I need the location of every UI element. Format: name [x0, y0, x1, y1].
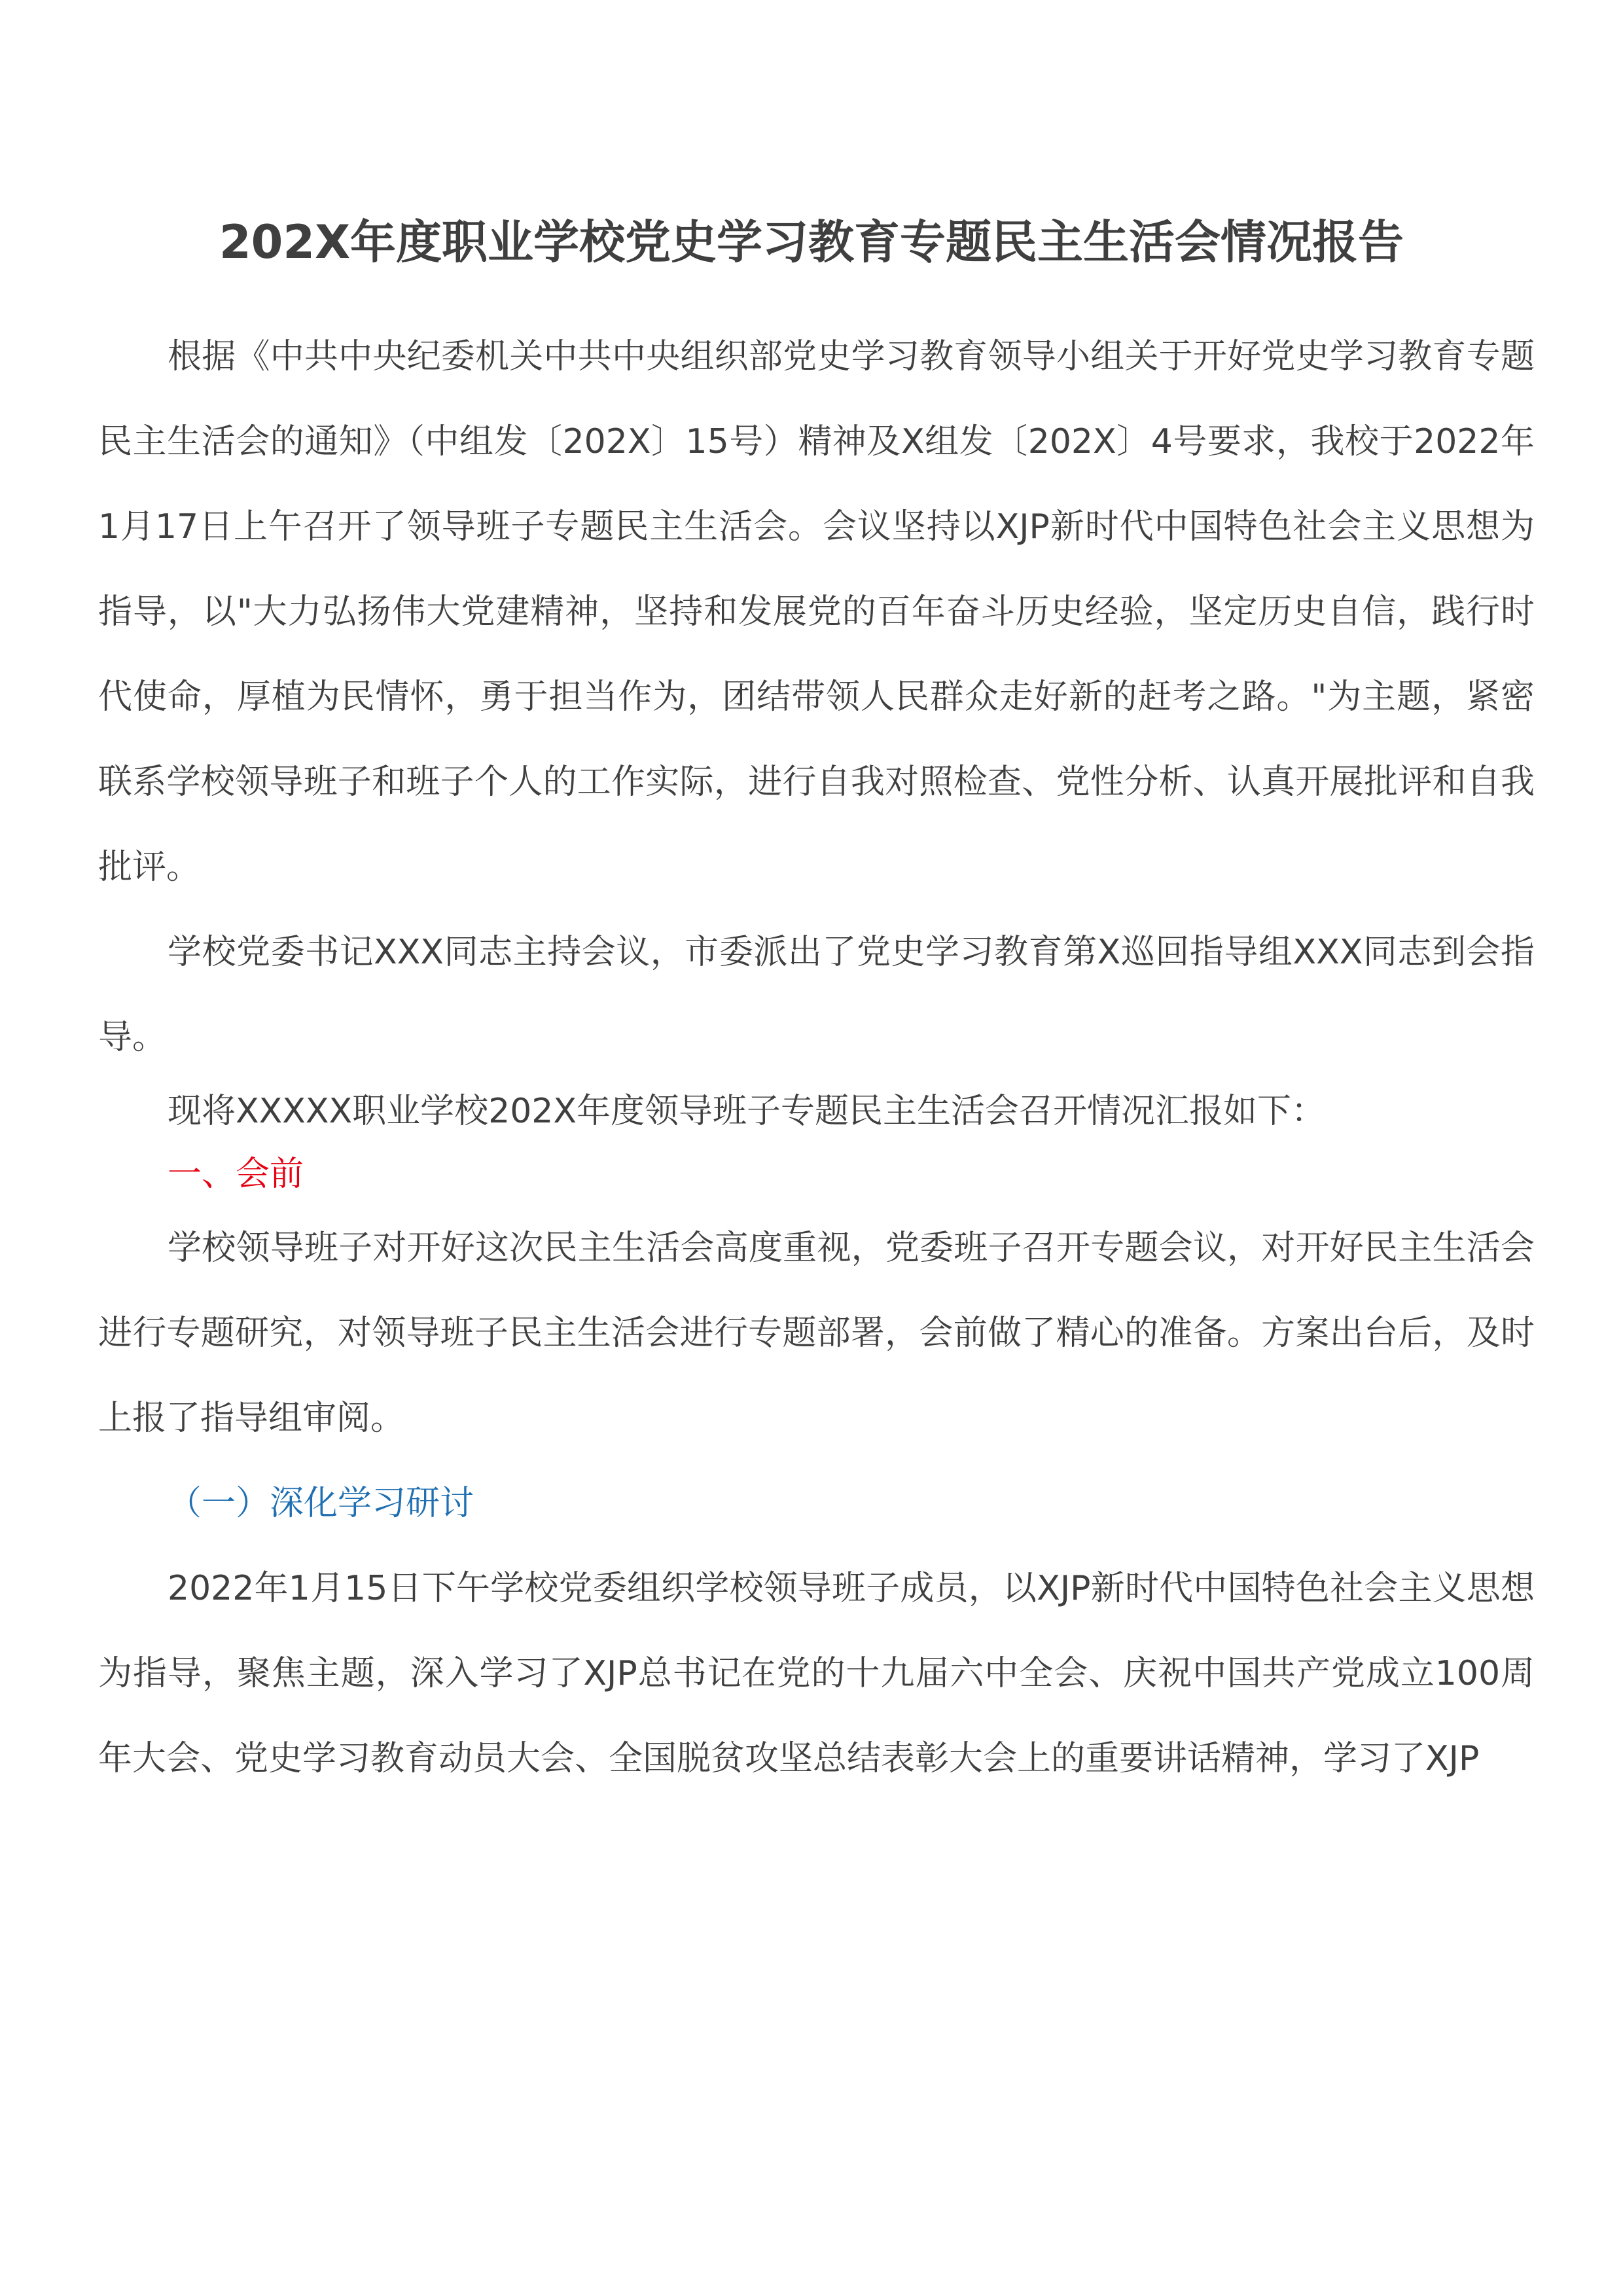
host-paragraph: 学校党委书记XXX同志主持会议，市委派出了党史学习教育第X巡回指导组XXX同志到会指导。 — [98, 933, 1535, 1057]
document-body — [98, 314, 1535, 1801]
subsection-heading-study: （一）深化学习研讨 — [168, 1484, 474, 1523]
preparation-paragraph: 学校领导班子对开好这次民主生活会高度重视，党委班子召开专题会议，对开好民主生活会进行专题研究，对领导班子民主生活会进行专题部署，会前做了精心的准备。方案出台后，及时上报了指导组审阅。 — [98, 1229, 1535, 1438]
document-title: 202X年度职业学校党史学习教育专题民主生活会情况报告 — [219, 215, 1404, 269]
section-heading-before-meeting: 一、会前 — [168, 1155, 304, 1194]
study-paragraph: 2022年1月15日下午学校党委组织学校领导班子成员，以XJP新时代中国特色社会主义思想为指导，聚焦主题，深入学习了XJP总书记在党的十九届六中全会、庆祝中国共产党成立100周年大会、党史学习教育动员大会、全国脱贫攻坚总结表彰大会上的重要讲话精神，学习了XJP — [98, 1569, 1535, 1778]
intro-paragraph: 根据《中共中央纪委机关中共中央组织部党史学习教育领导小组关于开好党史学习教育专题民主生活会的通知》（中组发〔202X〕15号）精神及X组发〔202X〕4号要求，我校于2022年1月17日上午召开了领导班子专题民主生活会。会议坚持以XJP新时代中国特色社会主义思想为指导，以"大力弘扬伟大党建精神，坚持和发展党的百年奋斗历史经验，坚定历史自信，践行时代使命，厚植为民情怀，勇于担当作为，团结带领人民群众走好新的赶考之路。"为主题，紧密联系学校领导班子和班子个人的工作实际，进行自我对照检查、党性分析、认真开展批评和自我批评。 — [98, 337, 1535, 887]
report-intro-paragraph: 现将XXXXX职业学校202X年度领导班子专题民主生活会召开情况汇报如下： — [168, 1092, 1325, 1131]
